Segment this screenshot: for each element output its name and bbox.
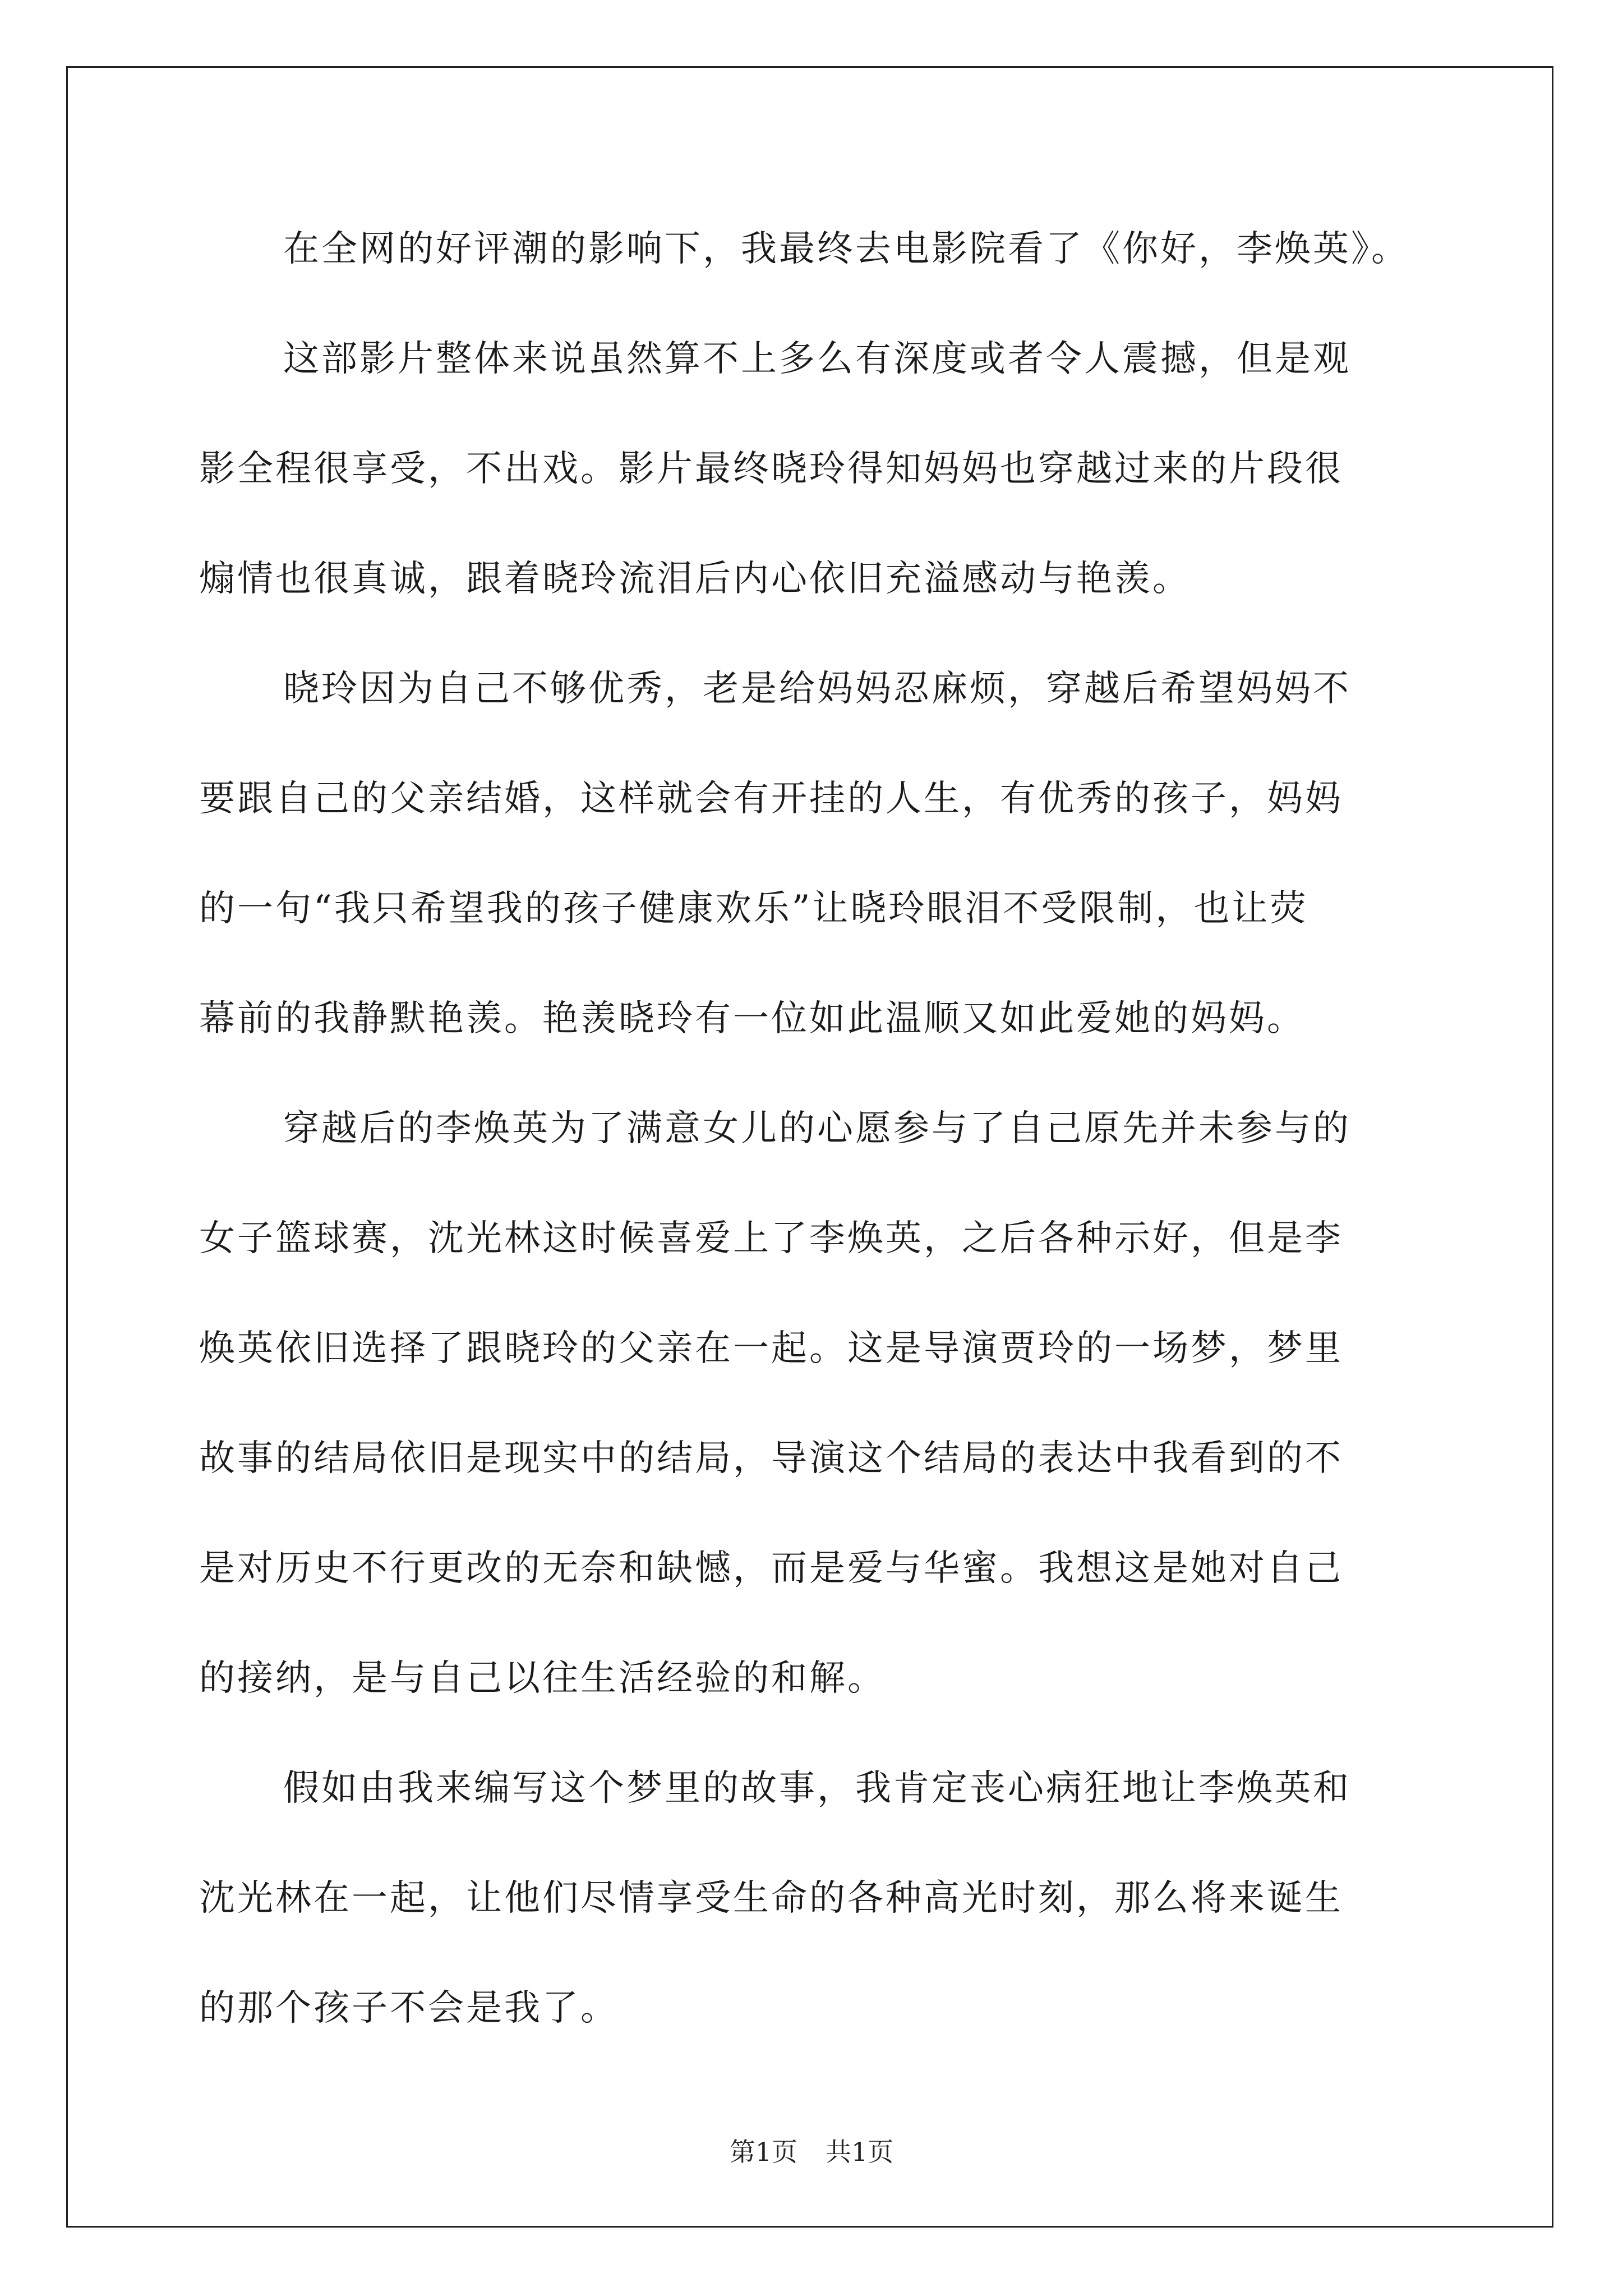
page-number-current: 第1页	[729, 2137, 797, 2167]
spacer	[199, 386, 1427, 441]
spacer	[199, 936, 1427, 991]
paragraph-4-line-1: 穿越后的李焕英为了满意女儿的心愿参与了自己原先并未参与的	[283, 1108, 1351, 1149]
paragraph-3-line-4: 幕前的我静默艳羡。艳羡晓玲有一位如此温顺又如此爱她的妈妈。	[199, 998, 1305, 1039]
paragraph-4-line-3: 焕英依旧选择了跟晓玲的父亲在一起。这是导演贾玲的一场梦，梦里	[199, 1328, 1343, 1369]
paragraph-1-line-1: 在全网的好评潮的影响下，我最终去电影院看了《你好，李焕英》。	[283, 228, 1409, 270]
spacer	[199, 1156, 1427, 1211]
spacer	[199, 716, 1427, 771]
spacer	[199, 496, 1427, 551]
paragraph-4-line-6: 的接纳，是与自己以往生活经验的和解。	[199, 1658, 886, 1699]
paragraph-5-line-1: 假如由我来编写这个梦里的故事，我肯定丧心病狂地让李焕英和	[283, 1768, 1351, 1809]
paragraph-3-line-2: 要跟自己的父亲结婚，这样就会有开挂的人生，有优秀的孩子，妈妈	[199, 778, 1343, 820]
paragraph-4-line-5: 是对历史不行更改的无奈和缺憾，而是爱与华蜜。我想这是她对自己	[199, 1548, 1343, 1589]
paragraph-3-line-1: 晓玲因为自己不够优秀，老是给妈妈忍麻烦，穿越后希望妈妈不	[283, 668, 1351, 710]
spacer	[199, 1486, 1427, 1541]
spacer	[199, 826, 1427, 881]
spacer	[199, 1706, 1427, 1761]
paragraph-2-line-3: 煽情也很真诚，跟着晓玲流泪后内心依旧充溢感动与艳羡。	[199, 558, 1191, 600]
paragraph-2-line-1: 这部影片整体来说虽然算不上多么有深度或者令人震撼，但是观	[283, 338, 1351, 380]
spacer	[199, 1046, 1427, 1101]
spacer	[199, 606, 1427, 661]
spacer	[199, 1376, 1427, 1431]
page-number-total: 共1页	[826, 2137, 894, 2167]
spacer	[199, 1816, 1427, 1871]
paragraph-4-line-4: 故事的结局依旧是现实中的结局，导演这个结局的表达中我看到的不	[199, 1438, 1343, 1479]
spacer	[199, 1926, 1427, 1981]
spacer	[199, 1266, 1427, 1321]
spacer	[199, 1596, 1427, 1651]
paragraph-5-line-3: 的那个孩子不会是我了。	[199, 1987, 619, 2029]
paragraph-5-line-2: 沈光林在一起，让他们尽情享受生命的各种高光时刻，那么将来诞生	[199, 1878, 1343, 1919]
paragraph-4-line-2: 女子篮球赛，沈光林这时候喜爱上了李焕英，之后各种示好，但是李	[199, 1218, 1343, 1259]
document-body	[199, 222, 1427, 2036]
paragraph-2-line-2: 影全程很享受，不出戏。影片最终晓玲得知妈妈也穿越过来的片段很	[199, 448, 1343, 490]
paragraph-3-line-3: 的一句“我只希望我的孩子健康欢乐”让晓玲眼泪不受限制，也让荧	[199, 888, 1308, 930]
spacer	[199, 277, 1427, 332]
page-footer	[0, 2132, 1623, 2169]
